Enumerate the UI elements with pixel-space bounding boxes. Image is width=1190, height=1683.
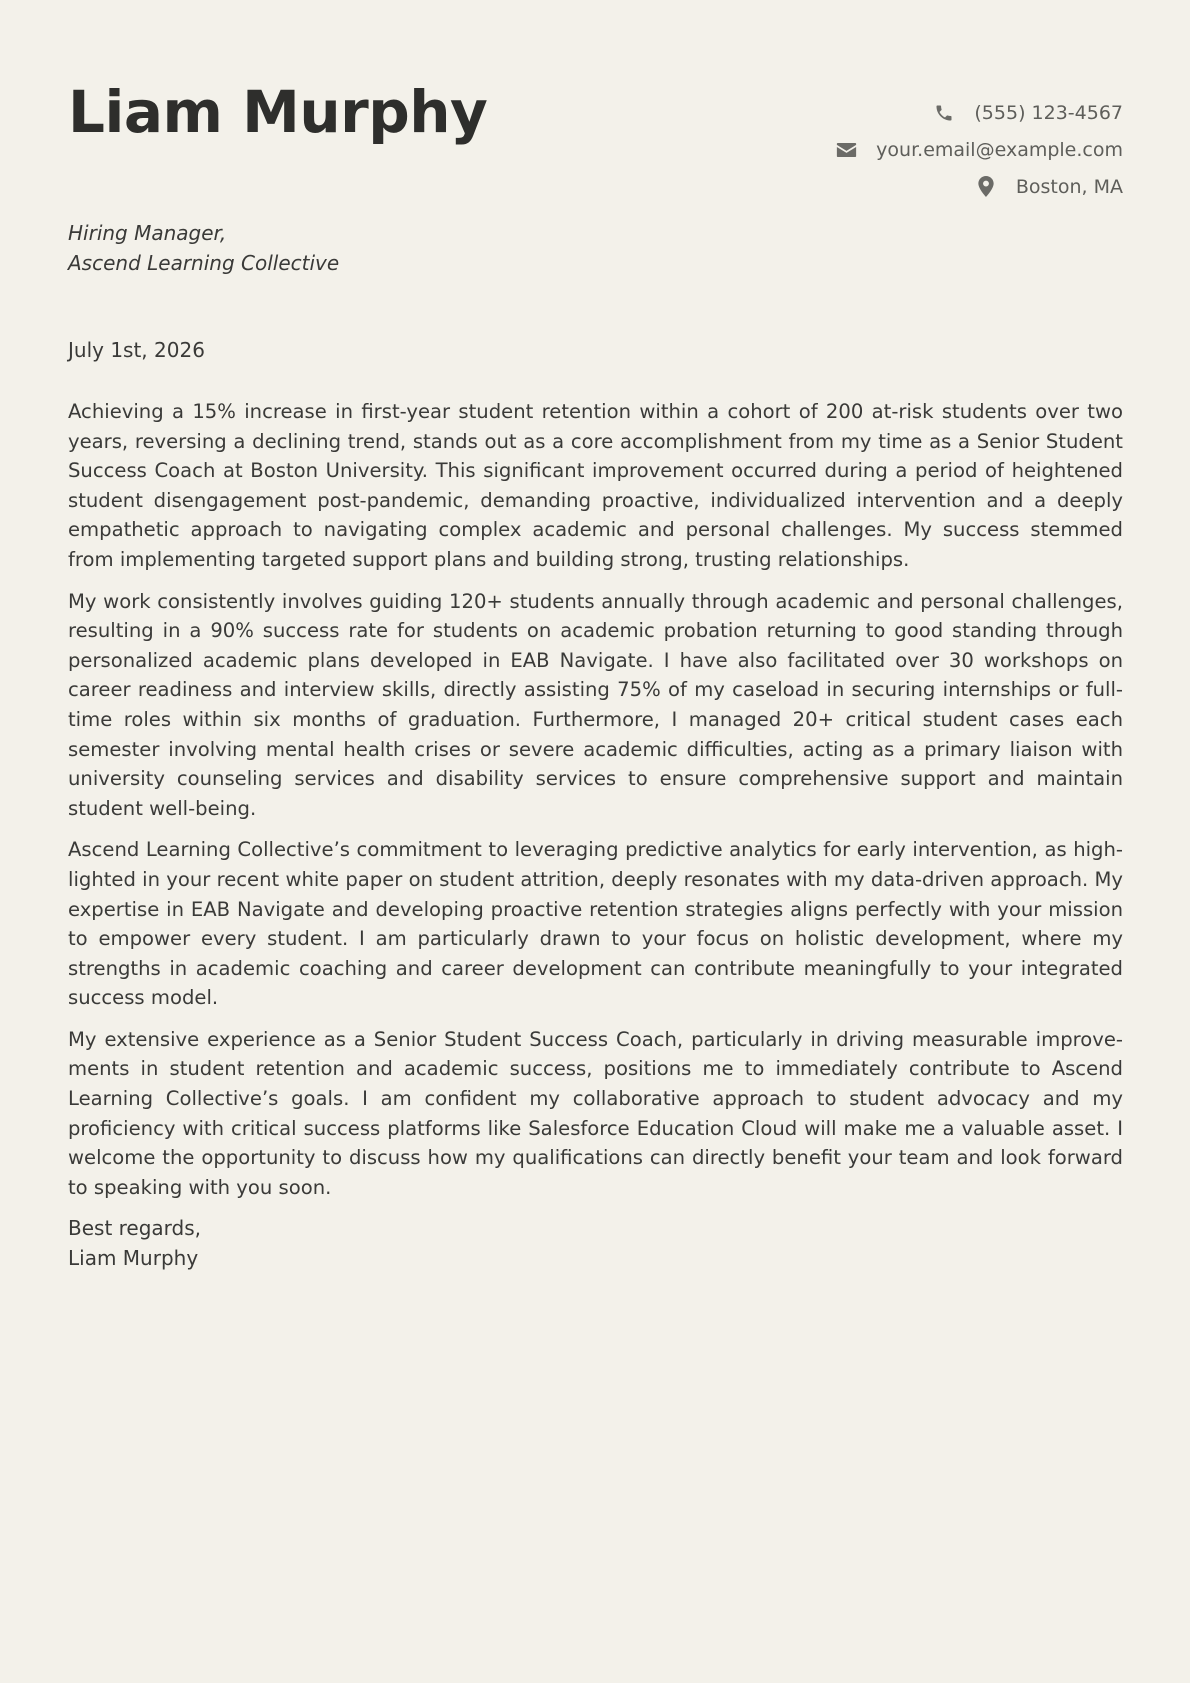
map-pin-icon (975, 176, 997, 198)
recipient-company: Ascend Learning Collective (68, 251, 340, 275)
applicant-name: Liam Murphy (68, 78, 488, 146)
contact-phone-row (835, 94, 1123, 131)
body-paragraph: Achieving a 15% increase in first-year student retention within a cohort of 200 at-risk students over two years, reversing a declining trend, stands out as a core accomplishment from my time as a Senior Student Success Coach at Boston University. This significant improvement occurred during a period of heightened student disengagement post-pandemic, demanding proactive, individualized intervention and a deeply empathetic approach to navigating complex academic and personal challenges. My success stemmed from implementing targeted support plans and building strong, trusting relationships. (68, 400, 1123, 571)
envelope-icon (835, 139, 857, 161)
closing-salutation: Best regards, (68, 1216, 202, 1241)
contact-location-row (835, 168, 1123, 205)
body-paragraph: My work consistently involves guiding 120+ students annually through academic and personal challenges, resulting in a 90% success rate for students on academic probation returning to good standing through personalized academic plans developed in EAB Navigate. I have also facilitated over 30 workshops on career readiness and interview skills, directly assisting 75% of my caseload in securing internships or full-time roles within six months of graduation. Furthermore, I managed 20+ critical student cases each semester involving mental health crises or severe academic difficulties, acting as a primary liaison with university counseling services and disability services to ensure comprehensive support and maintain student well-being. (68, 589, 1123, 820)
contact-location: Boston, MA (1015, 175, 1123, 198)
contact-phone: (555) 123-4567 (974, 101, 1123, 124)
closing-block (68, 1214, 1123, 1273)
contact-info (835, 94, 1123, 205)
body-paragraph: Ascend Learning Collective’s commitment to leveraging predictive analytics for early intervention, as highlighted in your recent white paper on student attrition, deeply resonates with my data-driven approach. My expertise in EAB Navigate and developing proactive retention strategies aligns perfectly with your mission to empower every student. I am particularly drawn to your focus on holistic development, where my strengths in academic coaching and career development can contribute meaningfully to your integrated success model. (68, 838, 1123, 1010)
letter-date: July 1st, 2026 (68, 338, 205, 362)
letter-body (68, 397, 1123, 1274)
contact-email: your.email@example.com (876, 138, 1123, 161)
closing-signature: Liam Murphy (68, 1246, 199, 1271)
recipient-title: Hiring Manager, (68, 221, 227, 245)
contact-email-row (835, 131, 1123, 168)
body-paragraph: My extensive experience as a Senior Student Success Coach, particularly in driving measurable improvements in student retention and academic success, positions me to immediately contribute to Ascend Learning Collective’s goals. I am confident my collaborative approach to student advocacy and my proficiency with critical success platforms like Salesforce Education Cloud will make me a valuable asset. I welcome the opportunity to discuss how my qualifications can directly benefit your team and look forward to speaking with you soon. (68, 1027, 1123, 1199)
phone-icon (933, 102, 955, 124)
recipient-block (68, 218, 339, 278)
